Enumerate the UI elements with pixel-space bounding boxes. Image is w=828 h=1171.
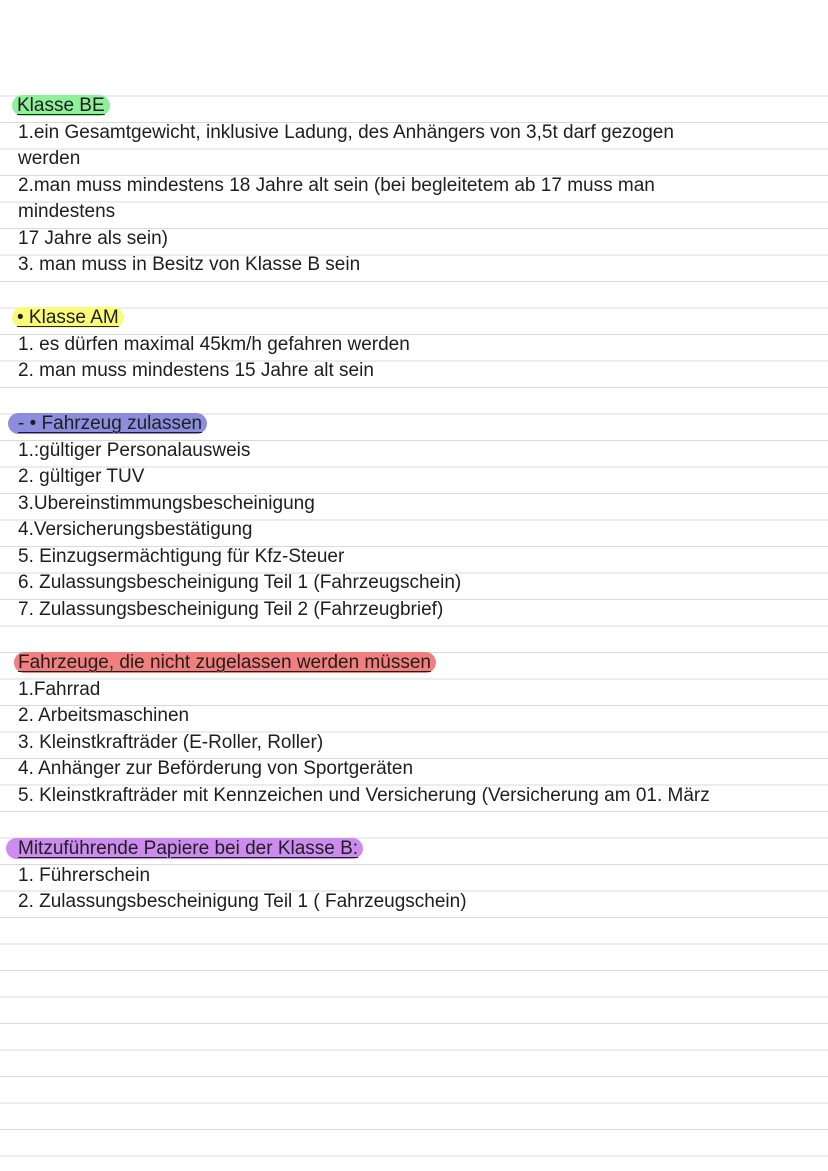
- section-klasse-am: [0, 305, 828, 385]
- section-heading: Mitzuführende Papiere bei der Klasse B:: [0, 836, 828, 863]
- list-item: 1.Fahrrad: [18, 678, 101, 700]
- list-item: 2. gültiger TUV: [18, 466, 145, 487]
- list-item: werden: [18, 148, 81, 169]
- section-heading: - • Fahrzeug zulassen: [0, 411, 828, 438]
- list-item: 7. Zulassungsbescheinigung Teil 2 (Fahrzeugbrief): [18, 598, 444, 620]
- list-item: 4. Anhänger zur Beförderung von Sportgeräten: [18, 758, 414, 779]
- list-item: 6. Zulassungsbescheinigung Teil 1 (Fahrzeugschein): [18, 572, 462, 593]
- list-item: 2. Arbeitsmaschinen: [18, 705, 190, 726]
- list-item: 17 Jahre als sein): [18, 227, 168, 249]
- list-item: 5. Einzugsermächtigung für Kfz-Steuer: [18, 545, 345, 567]
- list-item: 2.man muss mindestens 18 Jahre alt sein (bei begleitetem ab 17 muss man: [18, 174, 655, 196]
- section-fahrzeug-zulassen: [0, 411, 828, 623]
- list-item: 1. es dürfen maximal 45km/h gefahren werden: [18, 333, 410, 355]
- section-heading: Klasse BE: [0, 93, 828, 120]
- section-heading: • Klasse AM: [0, 305, 828, 332]
- list-item: 3. man muss in Besitz von Klasse B sein: [18, 254, 361, 275]
- list-item: 1. Führerschein: [18, 864, 151, 886]
- list-item: 3. Kleinstkrafträder (E-Roller, Roller): [18, 731, 324, 753]
- list-item: 5. Kleinstkrafträder mit Kennzeichen und Versicherung (Versicherung am 01. März: [18, 784, 710, 806]
- section-heading: Fahrzeuge, die nicht zugelassen werden müssen: [0, 650, 828, 677]
- section-papiere-klasse-b: [0, 836, 828, 916]
- list-item: 4.Versicherungsbestätigung: [18, 519, 253, 540]
- list-item: mindestens: [18, 201, 116, 222]
- section-klasse-be: [0, 93, 828, 279]
- list-item: 2. Zulassungsbescheinigung Teil 1 ( Fahrzeugschein): [18, 891, 467, 912]
- list-item: 1.:gültiger Personalausweis: [18, 439, 251, 461]
- list-item: 1.ein Gesamtgewicht, inklusive Ladung, des Anhängers von 3,5t darf gezogen: [18, 121, 674, 143]
- list-item: 2. man muss mindestens 15 Jahre alt sein: [18, 360, 374, 381]
- section-nicht-zugelassen: [0, 650, 828, 809]
- list-item: 3.Ubereinstimmungsbescheinigung: [18, 492, 315, 514]
